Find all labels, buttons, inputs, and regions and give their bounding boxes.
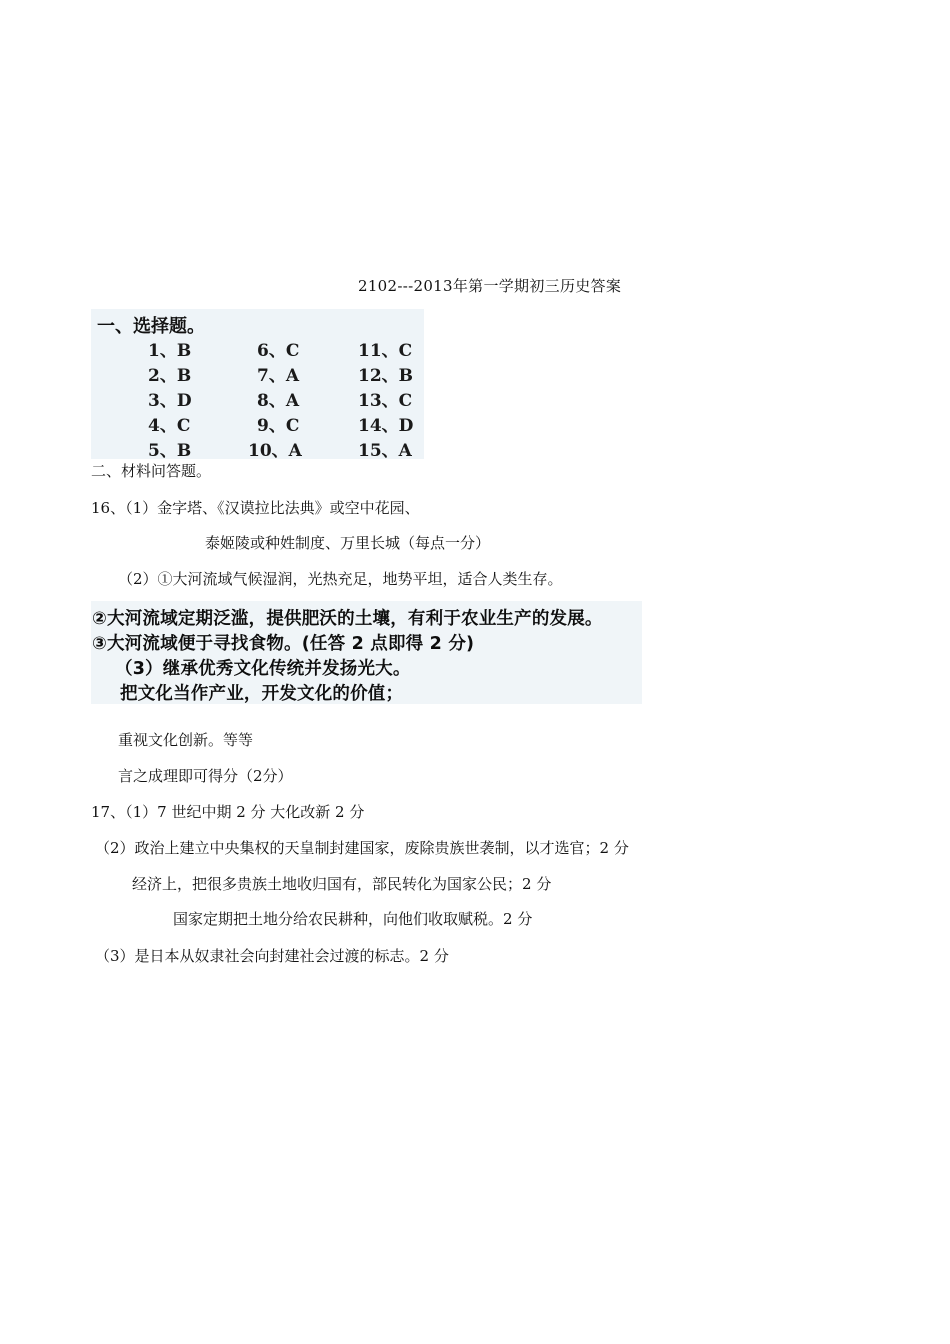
- answer-5: 5、B: [148, 441, 192, 461]
- q16-part2-line3: ③大河流域便于寻找食物。(任答 2 点即得 2 分): [92, 634, 475, 654]
- q16-part1-line1: 16、（1）金字塔、《汉谟拉比法典》或空中花园、: [91, 499, 420, 517]
- answer-2: 2、B: [148, 366, 192, 386]
- answer-12: 12、B: [358, 366, 414, 386]
- multiple-choice-scan: [91, 309, 424, 459]
- answer-8: 8、A: [257, 391, 300, 411]
- answer-6: 6、C: [257, 341, 300, 361]
- answer-9: 9、C: [257, 416, 300, 436]
- section1-heading: 一、选择题。: [97, 316, 205, 337]
- answer-3: 3、D: [148, 391, 192, 411]
- q16-part3-line2: 把文化当作产业，开发文化的价值；: [120, 684, 404, 704]
- page-title: 2102---2013年第一学期初三历史答案: [358, 277, 622, 295]
- answer-15: 15、A: [358, 441, 412, 461]
- q17-part2-line1: （2）政治上建立中央集权的天皇制封建国家，废除贵族世袭制，以才选官；2 分: [95, 839, 629, 857]
- q17-part2-line3: 国家定期把土地分给农民耕种，向他们收取赋税。2 分: [173, 910, 533, 928]
- q17-part3: （3）是日本从奴隶社会向封建社会过渡的标志。2 分: [95, 947, 449, 965]
- answer-10: 10、A: [248, 441, 302, 461]
- answer-11: 11、C: [358, 341, 413, 361]
- answer-4: 4、C: [148, 416, 191, 436]
- bold-answer-scan: [91, 601, 642, 704]
- q16-part1-line2: 泰姬陵或种姓制度、万里长城（每点一分）: [205, 534, 491, 552]
- answer-14: 14、D: [358, 416, 414, 436]
- answer-1: 1、B: [148, 341, 192, 361]
- q16-part3-line1: （3）继承优秀文化传统并发扬光大。: [115, 659, 411, 679]
- q16-part2-line2: ②大河流域定期泛滥，提供肥沃的土壤，有利于农业生产的发展。: [92, 609, 603, 629]
- q17-part1: 17、（1）7 世纪中期 2 分 大化改新 2 分: [91, 803, 365, 821]
- q16-part2-line1: （2）①大河流域气候湿润，光热充足，地势平坦，适合人类生存。: [118, 570, 563, 588]
- q17-part2-line2: 经济上，把很多贵族土地收归国有，部民转化为国家公民；2 分: [132, 875, 552, 893]
- answer-7: 7、A: [257, 366, 300, 386]
- section2-heading: 二、材料问答题。: [91, 462, 212, 480]
- q16-part3-line3: 重视文化创新。等等: [118, 731, 254, 749]
- q16-part3-line4: 言之成理即可得分（2分）: [118, 767, 293, 785]
- answer-13: 13、C: [358, 391, 413, 411]
